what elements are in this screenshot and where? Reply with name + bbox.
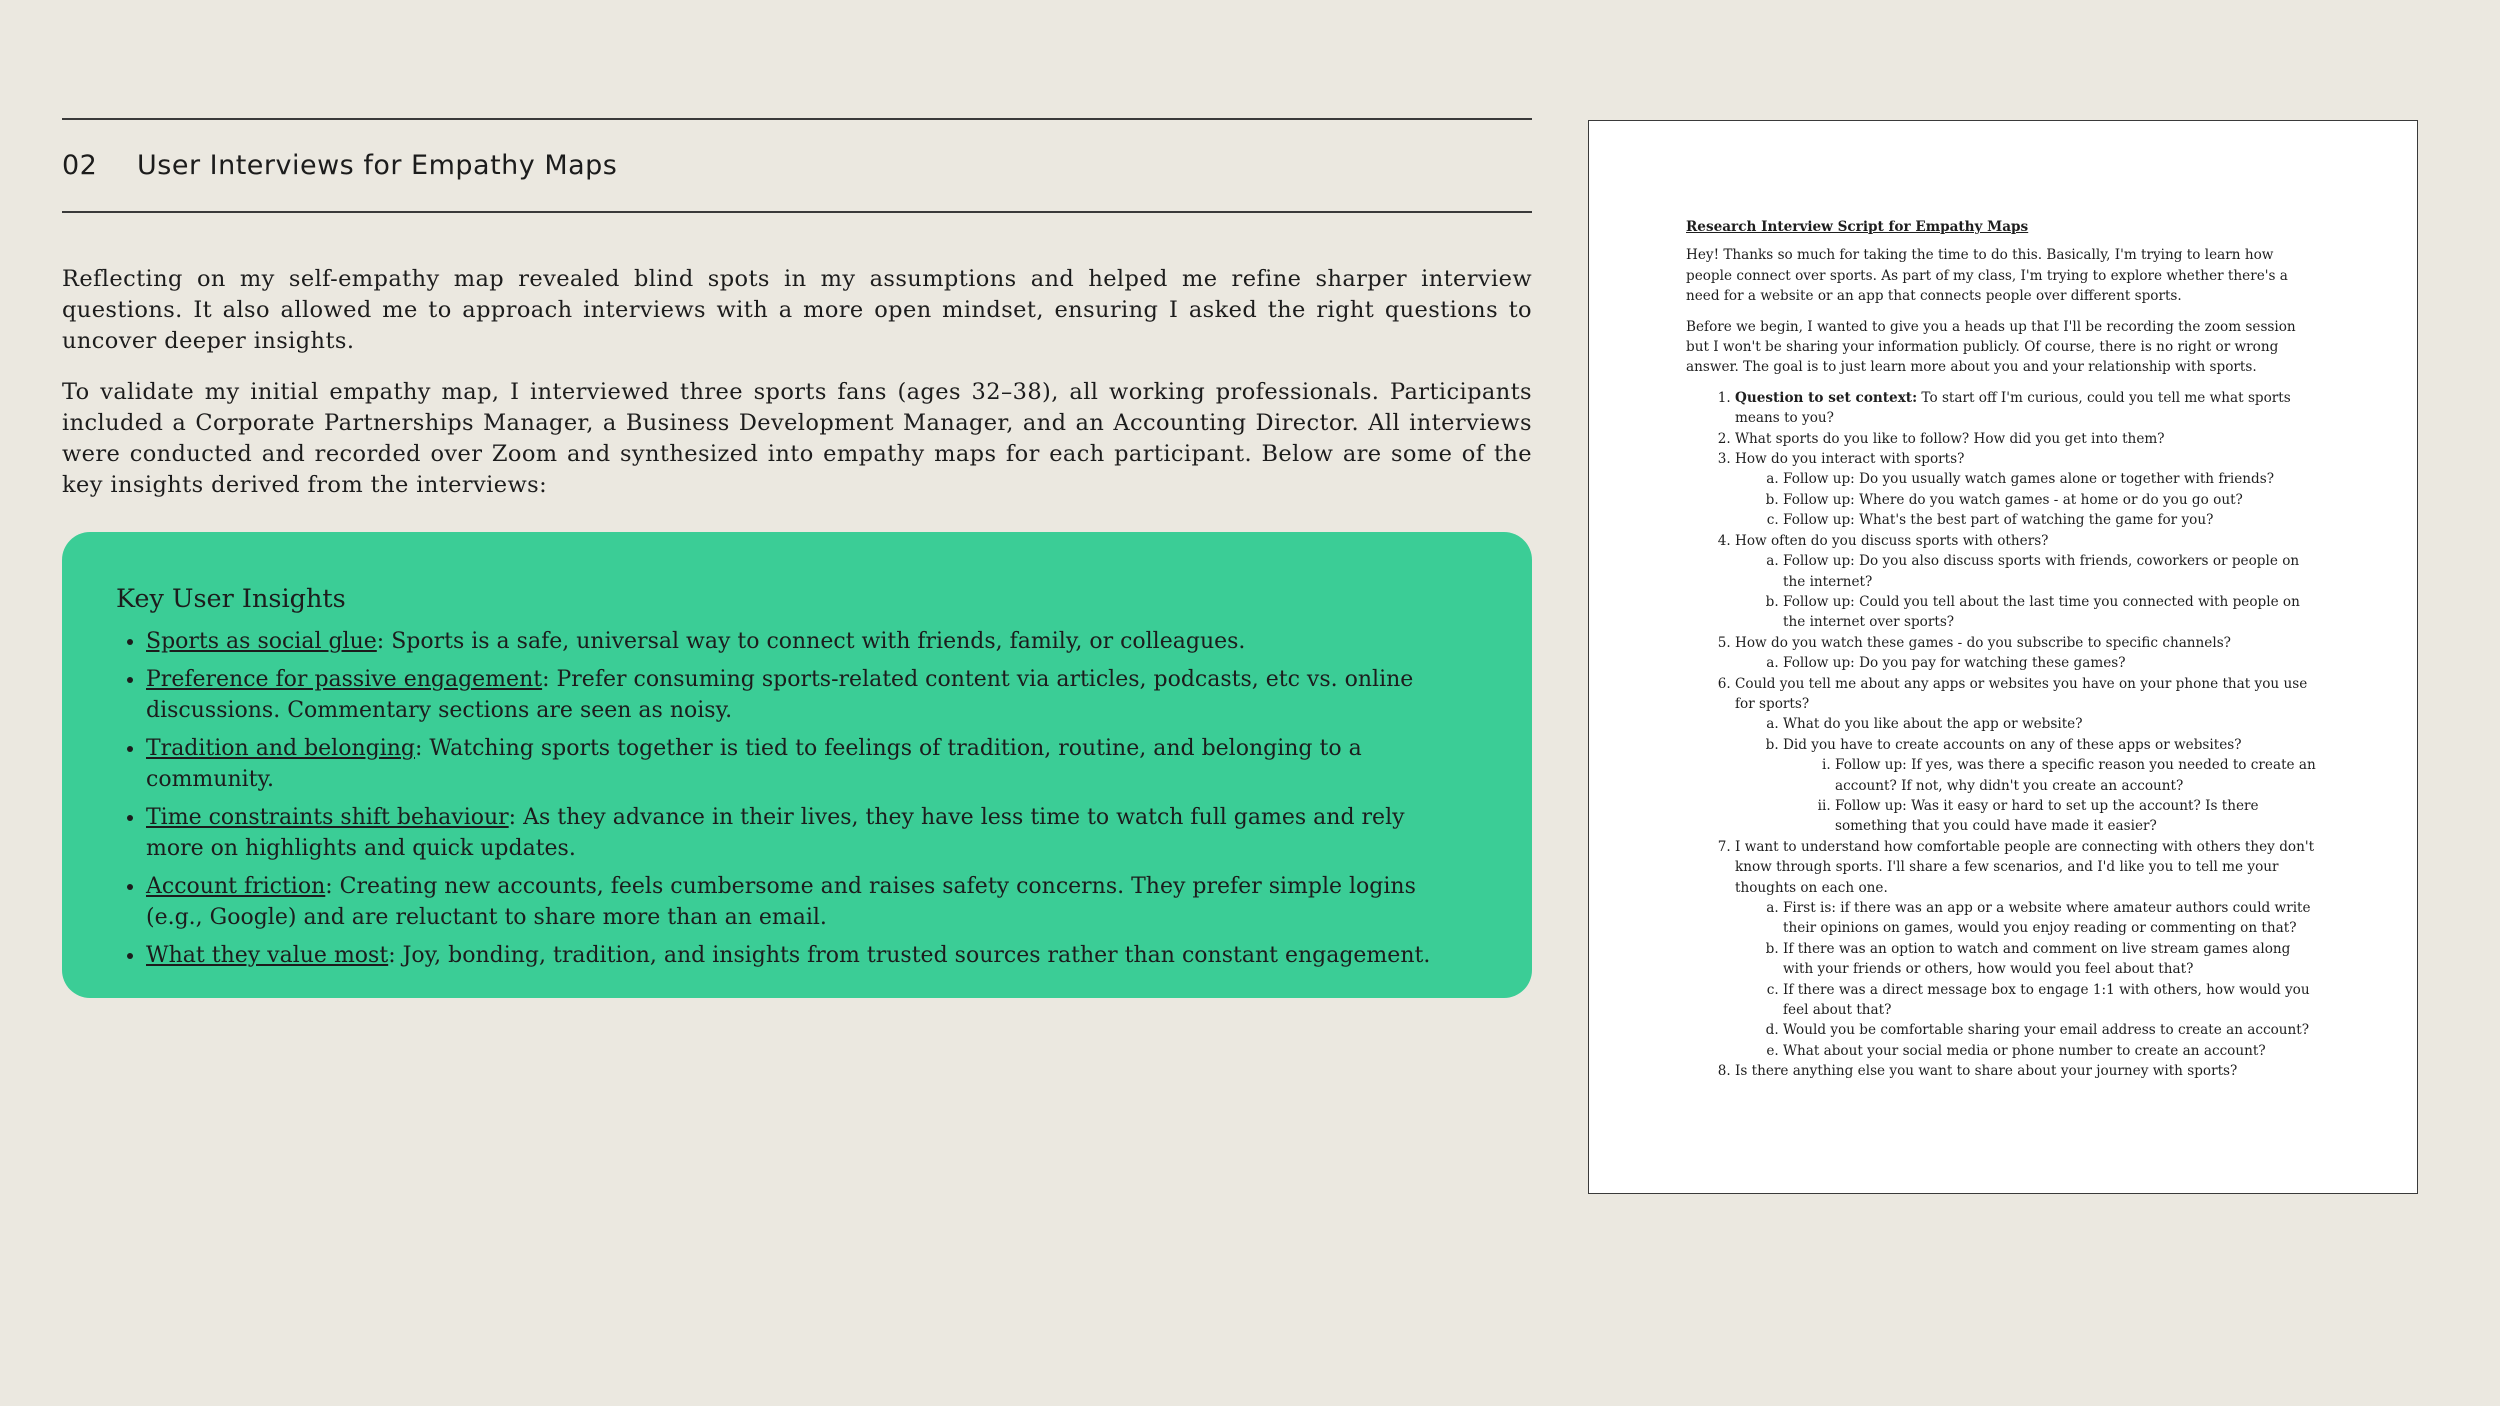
insights-title: Key User Insights	[116, 584, 346, 614]
question-item: 2. What sports do you like to follow? How did you get into them?	[1735, 429, 2321, 449]
question-item	[1735, 449, 2321, 531]
intro-text	[62, 264, 1532, 521]
followup-item: a. Follow up: Do you usually watch games alone or together with friends?	[1783, 469, 2321, 489]
insight-term: Time constraints shift behaviour	[146, 805, 509, 830]
followup-item: a. Follow up: Do you pay for watching these games?	[1783, 653, 2321, 673]
question-text: How do you watch these games - do you subscribe to specific channels?	[1735, 634, 2231, 651]
followup-item: c. Follow up: What's the best part of watching the game for you?	[1783, 510, 2321, 530]
followup-item: b. Follow up: Could you tell about the last time you connected with people on the internet over sports?	[1783, 592, 2321, 633]
script-intro-paragraph: Hey! Thanks so much for taking the time to do this. Basically, I'm trying to learn how people connect over sports. As part of my class, I'm trying to explore whether there's a need for a website or an app that connects people over different sports.	[1686, 247, 2288, 305]
followup-item: d. Would you be comfortable sharing your email address to create an account?	[1783, 1020, 2321, 1040]
insight-term: What they value most	[146, 943, 389, 968]
insight-text: : Joy, bonding, tradition, and insights from trusted sources rather than constant engagement.	[388, 943, 1431, 968]
insight-item	[146, 664, 1442, 726]
section-title: User Interviews for Empathy Maps	[137, 150, 618, 181]
insights-list	[116, 626, 1442, 971]
subfollowup-item: ii. Follow up: Was it easy or hard to set up the account? Is there something that you could have made it easier?	[1835, 796, 2321, 837]
followup-item: b. Follow up: Where do you watch games - at home or do you go out?	[1783, 490, 2321, 510]
followup-list	[1735, 653, 2321, 673]
question-text: I want to understand how comfortable people are connecting with others they don't know through sports. I'll share a few scenarios, and I'd like you to tell me your thoughts on each one.	[1735, 838, 2315, 896]
followup-list	[1735, 714, 2321, 836]
question-list	[1686, 388, 2321, 1082]
question-text: Could you tell me about any apps or websites you have on your phone that you use for sports?	[1735, 675, 2308, 712]
question-text: How often do you discuss sports with others?	[1735, 532, 2049, 549]
insight-item	[146, 733, 1442, 795]
followup-list	[1735, 469, 2321, 530]
followup-list	[1735, 898, 2321, 1061]
question-text: To start off I'm curious, could you tell me what sports means to you?	[1735, 389, 2291, 427]
interview-script-document	[1588, 120, 2418, 1194]
intro-paragraph-2: To validate my initial empathy map, I interviewed three sports fans (ages 32–38), all working professionals. Participants included a Corporate Partnerships Manager, a Business Development Manager, and an Accounting Director. All interviews were conducted and recorded over Zoom and synthesized into empathy maps for each participant. Below are some of the key insights derived from the interviews:	[62, 379, 1532, 498]
followup-item: c. If there was a direct message box to engage 1:1 with others, how would you feel about that?	[1783, 980, 2321, 1021]
insight-term: Account friction	[146, 874, 326, 899]
section-number: 02	[62, 150, 98, 181]
followup-item: a. What do you like about the app or website?	[1783, 714, 2321, 734]
insight-text: : Creating new accounts, feels cumbersome and raises safety concerns. They prefer simple logins (e.g., Google) and are reluctant to share more than an email.	[146, 874, 1416, 930]
insight-text: : As they advance in their lives, they have less time to watch full games and rely more on highlights and quick updates.	[146, 805, 1405, 861]
top-divider	[62, 118, 1532, 120]
followup-item	[1783, 735, 2321, 837]
question-item	[1735, 388, 2321, 429]
insight-item	[146, 626, 1442, 657]
key-insights-card	[62, 532, 1532, 998]
subfollowup-item: i. Follow up: If yes, was there a specific reason you needed to create an account? If not, why didn't you create an account?	[1835, 755, 2321, 796]
insight-term: Preference for passive engagement	[146, 667, 543, 692]
insight-text: : Sports is a safe, universal way to connect with friends, family, or colleagues.	[376, 629, 1246, 654]
script-consent-paragraph: Before we begin, I wanted to give you a heads up that I'll be recording the zoom session but I won't be sharing your information publicly. Of course, there is no right or wrong answer. The goal is to just learn more about you and your relationship with sports.	[1686, 318, 2296, 376]
followup-item: b. If there was an option to watch and comment on live stream games along with your friends or others, how would you feel about that?	[1783, 939, 2321, 980]
insight-term: Tradition and belonging	[146, 736, 415, 761]
intro-paragraph-1: Reflecting on my self-empathy map revealed blind spots in my assumptions and helped me refine sharper interview questions. It also allowed me to approach interviews with a more open mindset, ensuring I asked the right questions to uncover deeper insights.	[62, 266, 1532, 354]
subfollowup-list	[1783, 755, 2321, 837]
insight-item	[146, 871, 1442, 933]
question-item: 8. Is there anything else you want to share about your journey with sports?	[1735, 1061, 2321, 1081]
question-item	[1735, 837, 2321, 1061]
question-item	[1735, 633, 2321, 674]
question-item	[1735, 531, 2321, 633]
insight-item	[146, 940, 1442, 971]
insight-item	[146, 802, 1442, 864]
insight-text: : Prefer consuming sports-related content via articles, podcasts, etc vs. online discussions. Commentary sections are seen as noisy.	[146, 667, 1414, 723]
question-text: How do you interact with sports?	[1735, 451, 1965, 468]
followup-list	[1735, 551, 2321, 633]
followup-item: a. First is: if there was an app or a website where amateur authors could write their opinions on games, would you enjoy reading or commenting on that?	[1783, 898, 2321, 939]
followup-text: Did you have to create accounts on any of these apps or websites?	[1783, 736, 2242, 753]
section-header	[62, 150, 1532, 181]
insight-text: : Watching sports together is tied to feelings of tradition, routine, and belonging to a community.	[146, 736, 1362, 792]
bottom-divider	[62, 211, 1532, 213]
followup-item: e. What about your social media or phone number to create an account?	[1783, 1041, 2321, 1061]
question-label: Question to set context:	[1735, 389, 1918, 406]
script-title: Research Interview Script for Empathy Maps	[1686, 219, 2029, 235]
followup-item: a. Follow up: Do you also discuss sports with friends, coworkers or people on the internet?	[1783, 551, 2321, 592]
insight-term: Sports as social glue	[146, 629, 377, 654]
question-item	[1735, 674, 2321, 837]
